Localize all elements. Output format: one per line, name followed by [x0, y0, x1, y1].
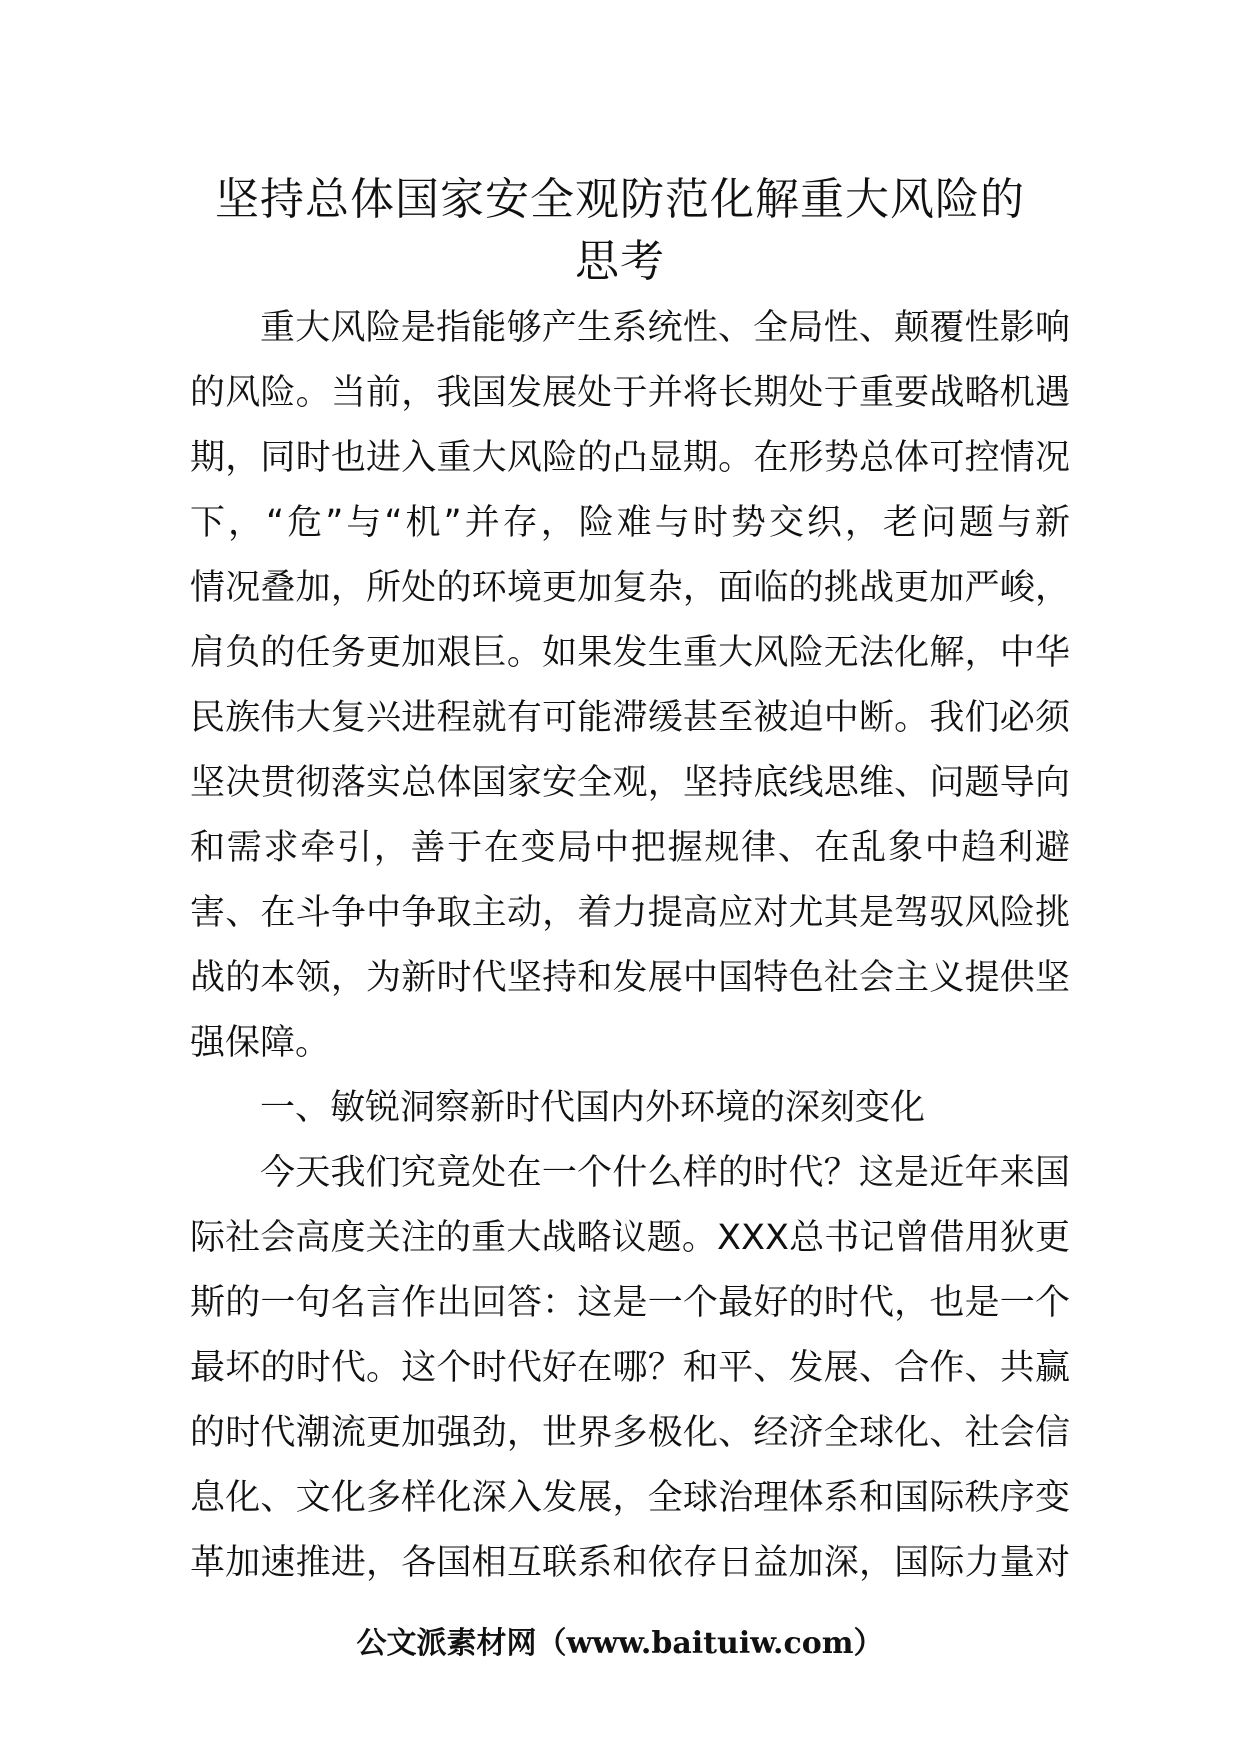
paragraph-line: 下，“危”与“机”并存，险难与时势交织，老问题与新 [190, 503, 1070, 543]
document-title-line-2: 思考 [575, 236, 665, 287]
paragraph-line: 最坏的时代。这个时代好在哪？和平、发展、合作、共赢 [190, 1348, 1070, 1388]
footer-watermark: 公文派素材网（www.baituiw.com） [356, 1626, 884, 1661]
paragraph-line: 强保障。 [190, 1023, 331, 1063]
paragraph-line: 和需求牵引，善于在变局中把握规律、在乱象中趋利避 [190, 828, 1070, 868]
paragraph-line: 坚决贯彻落实总体国家安全观，坚持底线思维、问题导向 [190, 763, 1070, 803]
paragraph-line: 重大风险是指能够产生系统性、全局性、颠覆性影响 [260, 308, 1070, 348]
paragraph-line: 息化、文化多样化深入发展，全球治理体系和国际秩序变 [190, 1478, 1070, 1518]
paragraph-line: 民族伟大复兴进程就有可能滞缓甚至被迫中断。我们必须 [190, 698, 1070, 738]
document-body [190, 296, 1070, 1596]
paragraph-line: 害、在斗争中争取主动，着力提高应对尤其是驾驭风险挑 [190, 893, 1070, 933]
paragraph-line: 期，同时也进入重大风险的凸显期。在形势总体可控情况 [190, 438, 1070, 478]
document-title-line-1: 坚持总体国家安全观防范化解重大风险的 [215, 174, 1025, 225]
paragraph-line: 战的本领，为新时代坚持和发展中国特色社会主义提供坚 [190, 958, 1070, 998]
section-heading: 一、敏锐洞察新时代国内外环境的深刻变化 [260, 1088, 926, 1128]
paragraph-line: 情况叠加，所处的环境更加复杂，面临的挑战更加严峻， [190, 568, 1070, 608]
paragraph-line: 的风险。当前，我国发展处于并将长期处于重要战略机遇 [190, 373, 1070, 413]
paragraph-line: 今天我们究竟处在一个什么样的时代？这是近年来国 [260, 1153, 1070, 1193]
paragraph-line: 肩负的任务更加艰巨。如果发生重大风险无法化解，中华 [190, 633, 1070, 673]
paragraph-line: 革加速推进，各国相互联系和依存日益加深，国际力量对 [190, 1543, 1070, 1583]
paragraph-line: 的时代潮流更加强劲，世界多极化、经济全球化、社会信 [190, 1413, 1070, 1453]
paragraph-line: 际社会高度关注的重大战略议题。XXX总书记曾借用狄更 [190, 1218, 1070, 1258]
paragraph-line: 斯的一句名言作出回答：这是一个最好的时代，也是一个 [190, 1283, 1070, 1323]
